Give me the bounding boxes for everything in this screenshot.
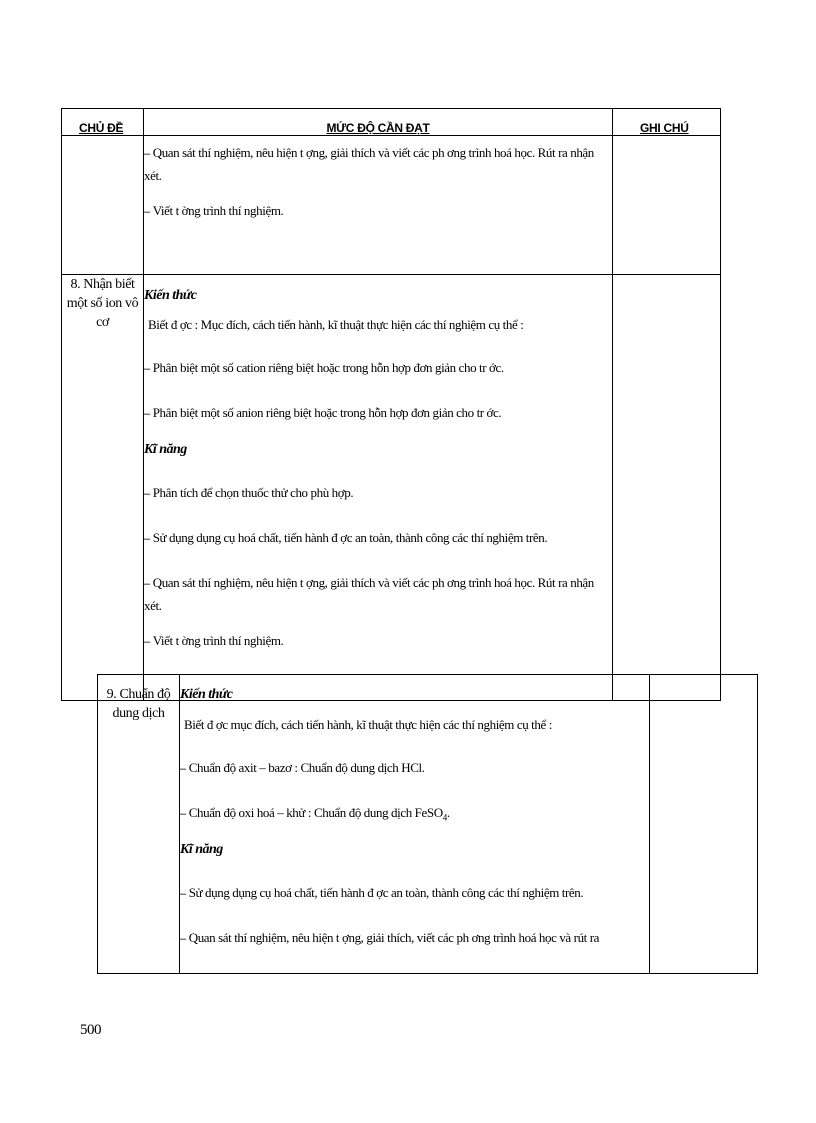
dash-icon: – (144, 363, 150, 375)
table-row (98, 675, 758, 974)
content-cell (144, 136, 613, 275)
dash-icon: – (144, 578, 150, 590)
list-item: – Sử dụng dụng cụ hoá chất, tiến hành đ ợc an toàn, thành công các thí nghiệm trên. (144, 530, 548, 545)
header-level: MỨC ĐỘ CẦN ĐẠT (144, 109, 613, 136)
curriculum-table (61, 108, 721, 701)
table-row (62, 275, 721, 701)
subscript: 4 (442, 812, 447, 823)
list-item: – Quan sát thí nghiệm, nêu hiện t ợng, giải thích và viết các ph ơng trình hoá học. Rút ra nhận xét. (144, 145, 594, 183)
content-cell (144, 275, 613, 701)
dash-icon: – (144, 488, 150, 500)
content-cell (180, 675, 650, 974)
table-row (62, 136, 721, 275)
topic-cell: 8. Nhận biết một số ion vô cơ (62, 275, 144, 701)
dash-icon: – (180, 888, 186, 900)
topic-cell-empty (62, 136, 144, 275)
curriculum-table-continued (97, 674, 758, 974)
note-cell (613, 275, 721, 701)
table-header-row (62, 109, 721, 136)
dash-icon: – (180, 763, 186, 775)
dash-icon: – (144, 408, 150, 420)
header-note: GHI CHÚ (613, 109, 721, 136)
dash-icon: – (180, 933, 186, 945)
section-heading-knowledge: Kiến thức (180, 687, 233, 702)
list-item: – Viết t ờng trình thí nghiệm. (144, 203, 284, 218)
dash-icon: – (144, 148, 150, 160)
section-heading-skills: Kĩ năng (144, 442, 187, 457)
list-item: – Phân tích để chọn thuốc thử cho phù hợp. (144, 485, 354, 500)
dash-icon: – (180, 808, 186, 820)
list-item: – Phân biệt một số anion riêng biệt hoặc trong hỗn hợp đơn giản cho tr ớc. (144, 405, 502, 420)
knowledge-intro: Biết đ ợc : Mục đích, cách tiến hành, kĩ thuật thực hiện các thí nghiệm cụ thể : (148, 317, 524, 332)
section-heading-skills: Kĩ năng (180, 842, 223, 857)
list-item: – Quan sát thí nghiệm, nêu hiện t ợng, giải thích và viết các ph ơng trình hoá học. Rút ra nhận xét. (144, 575, 594, 613)
note-cell (650, 675, 758, 974)
knowledge-intro: Biết đ ợc mục đích, cách tiến hành, kĩ thuật thực hiện các thí nghiệm cụ thể : (184, 717, 552, 732)
note-cell (613, 136, 721, 275)
list-item: – Quan sát thí nghiệm, nêu hiện t ợng, giải thích, viết các ph ơng trình hoá học và rút ra (180, 930, 600, 945)
topic-cell: 9. Chuẩn độ dung dịch (98, 675, 180, 974)
dash-icon: – (144, 636, 150, 648)
header-topic: CHỦ ĐỀ (62, 109, 144, 136)
list-item: – Phân biệt một số cation riêng biệt hoặc trong hỗn hợp đơn giản cho tr ớc. (144, 360, 504, 375)
list-item: – Sử dụng dụng cụ hoá chất, tiến hành đ ợc an toàn, thành công các thí nghiệm trên. (180, 885, 584, 900)
dash-icon: – (144, 206, 150, 218)
list-item: – Viết t ờng trình thí nghiệm. (144, 633, 284, 648)
list-item: – Chuẩn độ axit – bazơ : Chuẩn độ dung dịch HCl. (180, 760, 425, 775)
list-item: – Chuẩn độ oxi hoá – khử : Chuẩn độ dung dịch FeSO$_4$. (180, 805, 450, 823)
page-number: 500 (80, 1022, 101, 1038)
section-heading-knowledge: Kiến thức (144, 288, 197, 303)
dash-icon: – (144, 533, 150, 545)
